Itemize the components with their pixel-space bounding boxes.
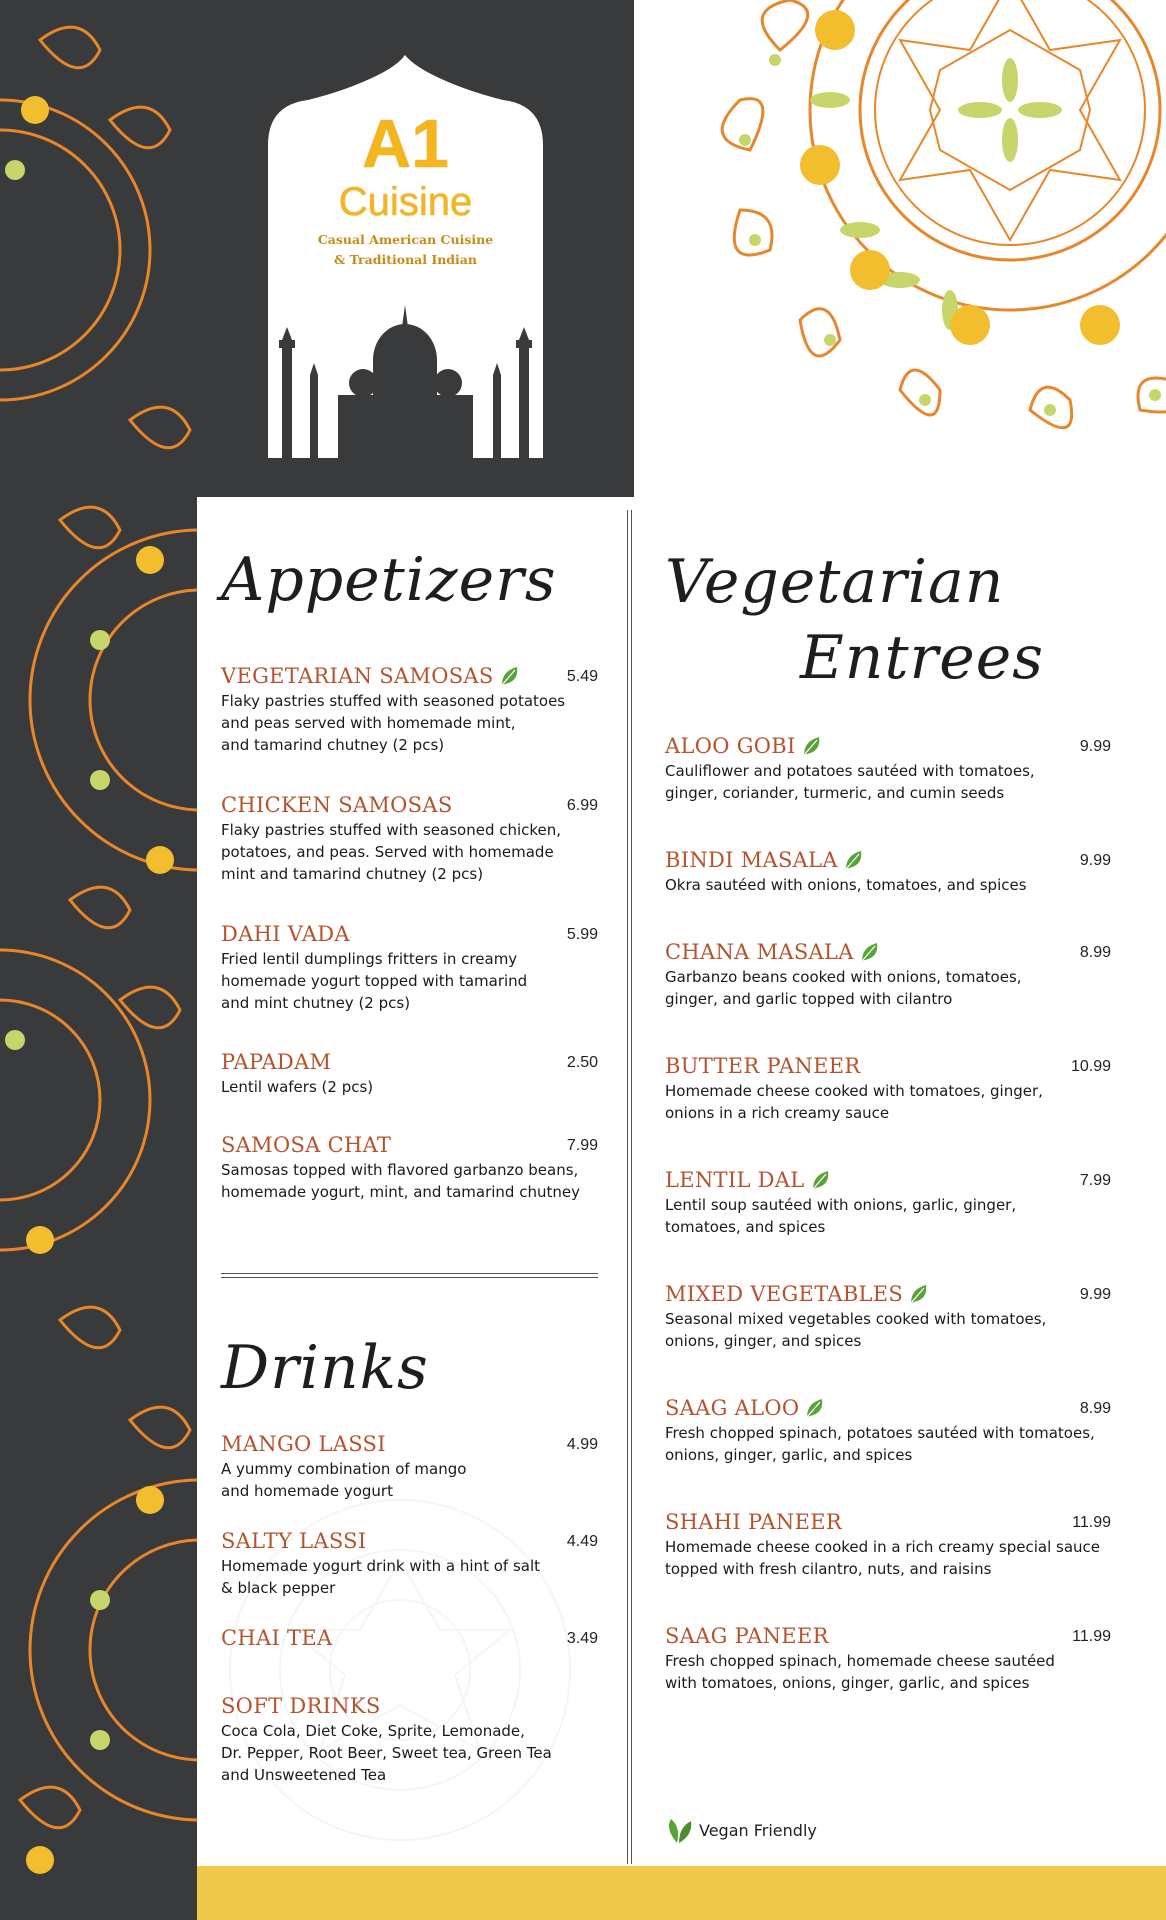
item-description: Coca Cola, Diet Coke, Sprite, Lemonade, Dr. Pepper, Root Beer, Sweet tea, Green Tea and Unsweetened Tea (221, 1722, 552, 1784)
item-name: SAAG PANEER (665, 1624, 829, 1648)
item-name: SHAHI PANEER (665, 1510, 842, 1534)
item-price: 8.99 (1079, 944, 1111, 961)
item-price: 7.99 (566, 1137, 598, 1154)
item-name: BINDI MASALA (665, 848, 838, 872)
item-name: DAHI VADA (221, 922, 350, 946)
item-description: Fresh chopped spinach, potatoes sautéed with tomatoes, onions, ginger, garlic, and spices (665, 1424, 1095, 1464)
item-price: 6.99 (566, 797, 598, 814)
item-price: 9.99 (1079, 738, 1111, 755)
item-name: BUTTER PANEER (665, 1054, 861, 1078)
leaf-icon (843, 849, 865, 871)
menu-item-chai-tea (221, 1626, 598, 1650)
appetizers-title: Appetizers (221, 545, 557, 615)
item-description: Fried lentil dumplings fritters in creamy homemade yogurt topped with tamarind and mint chutney (2 pcs) (221, 950, 528, 1012)
menu-item-soft-drinks (221, 1694, 598, 1786)
leaf-icon (804, 1397, 826, 1419)
item-price: 4.99 (566, 1436, 598, 1453)
brand-tagline-line2: & Traditional Indian (334, 252, 477, 267)
brand-name-a1: A1 (362, 106, 449, 182)
item-price: 11.99 (1072, 1628, 1111, 1645)
item-description: Cauliflower and potatoes sautéed with tomatoes, ginger, coriander, turmeric, and cumin seeds (665, 762, 1035, 802)
item-description: Fresh chopped spinach, homemade cheese sautéed with tomatoes, onions, ginger, garlic, and spices (665, 1652, 1055, 1692)
item-name: LENTIL DAL (665, 1168, 805, 1192)
menu-item-lentil-dal (665, 1168, 1111, 1238)
vegetarian-title-line1: Vegetarian (665, 547, 1005, 617)
item-name: SAAG ALOO (665, 1396, 800, 1420)
item-description: Flaky pastries stuffed with seasoned chicken, potatoes, and peas. Served with homemade mint and tamarind chutney (2 pcs) (221, 821, 562, 883)
item-price: 10.99 (1070, 1058, 1111, 1075)
menu-item-butter-paneer (665, 1054, 1111, 1124)
menu-item-aloo-gobi (665, 734, 1111, 804)
menu-item-chicken-samosas (221, 793, 598, 885)
brand-tagline-line1: Casual American Cuisine (317, 232, 494, 247)
item-price: 5.49 (566, 668, 598, 685)
mandala-pattern-left (0, 0, 197, 1920)
item-name: SOFT DRINKS (221, 1694, 381, 1718)
item-description: Homemade cheese cooked with tomatoes, ginger, onions in a rich creamy sauce (665, 1082, 1043, 1122)
vegan-legend (665, 1815, 817, 1845)
item-name: ALOO GOBI (665, 734, 796, 758)
menu-item-shahi-paneer (665, 1510, 1111, 1580)
item-name: VEGETARIAN SAMOSAS (221, 664, 494, 688)
leaf-icon (499, 665, 521, 687)
item-description: Lentil soup sautéed with onions, garlic, ginger, tomatoes, and spices (665, 1196, 1017, 1236)
item-price: 9.99 (1079, 852, 1111, 869)
item-name: PAPADAM (221, 1050, 332, 1074)
item-price: 11.99 (1072, 1514, 1111, 1531)
logo (268, 55, 543, 458)
left-decorative-band (0, 0, 197, 1920)
leaf-icon (810, 1169, 832, 1191)
section-divider (221, 1273, 598, 1278)
menu-item-papadam (221, 1050, 598, 1098)
item-name: CHAI TEA (221, 1626, 333, 1650)
drinks-title: Drinks (221, 1333, 429, 1403)
item-description: A yummy combination of mango and homemade yogurt (221, 1460, 467, 1500)
item-price: 2.50 (566, 1054, 598, 1071)
menu-item-mango-lassi (221, 1432, 598, 1502)
menu-item-saag-aloo (665, 1396, 1111, 1466)
item-price: 3.49 (566, 1630, 598, 1647)
vegan-legend-label: Vegan Friendly (699, 1820, 817, 1840)
menu-item-dahi-vada (221, 922, 598, 1014)
mandala-decoration-topright (650, 0, 1166, 490)
leaf-icon (859, 941, 881, 963)
item-name: SAMOSA CHAT (221, 1133, 392, 1157)
column-divider (627, 510, 632, 1864)
brand-name-cuisine: Cuisine (338, 180, 473, 224)
item-name: MANGO LASSI (221, 1432, 386, 1456)
item-description: Homemade yogurt drink with a hint of salt & black pepper (221, 1557, 540, 1597)
item-price: 7.99 (1079, 1172, 1111, 1189)
bottom-accent-bar (197, 1866, 1166, 1920)
menu-item-salty-lassi (221, 1529, 598, 1599)
item-description: Homemade cheese cooked in a rich creamy special sauce topped with fresh cilantro, nuts, and raisins (665, 1538, 1101, 1578)
item-price: 5.99 (566, 926, 598, 943)
item-price: 9.99 (1079, 1286, 1111, 1303)
item-description: Flaky pastries stuffed with seasoned potatoes and peas served with homemade mint, and tamarind chutney (2 pcs) (221, 692, 566, 754)
menu-item-samosa-chat (221, 1133, 598, 1203)
item-description: Samosas topped with flavored garbanzo beans, homemade yogurt, mint, and tamarind chutney (221, 1161, 580, 1201)
item-description: Lentil wafers (2 pcs) (221, 1078, 374, 1096)
item-description: Seasonal mixed vegetables cooked with tomatoes, onions, ginger, and spices (665, 1310, 1047, 1350)
menu-item-chana-masala (665, 940, 1111, 1010)
item-name: SALTY LASSI (221, 1529, 367, 1553)
item-price: 8.99 (1079, 1400, 1111, 1417)
item-description: Okra sautéed with onions, tomatoes, and spices (665, 876, 1027, 894)
leaf-icon (801, 735, 823, 757)
menu-item-saag-paneer (665, 1624, 1111, 1694)
item-name: MIXED VEGETABLES (665, 1282, 904, 1306)
item-name: CHICKEN SAMOSAS (221, 793, 453, 817)
menu-item-mixed-vegetables (665, 1282, 1111, 1352)
vegetarian-title-line2: Entrees (800, 623, 1045, 693)
leaf-icon (665, 1815, 693, 1845)
menu-item-vegetarian-samosas (221, 664, 598, 756)
item-price: 4.49 (566, 1533, 598, 1550)
leaf-icon (908, 1283, 930, 1305)
item-name: CHANA MASALA (665, 940, 854, 964)
item-description: Garbanzo beans cooked with onions, tomatoes, ginger, and garlic topped with cilantro (665, 968, 1022, 1008)
menu-item-bindi-masala (665, 848, 1111, 896)
